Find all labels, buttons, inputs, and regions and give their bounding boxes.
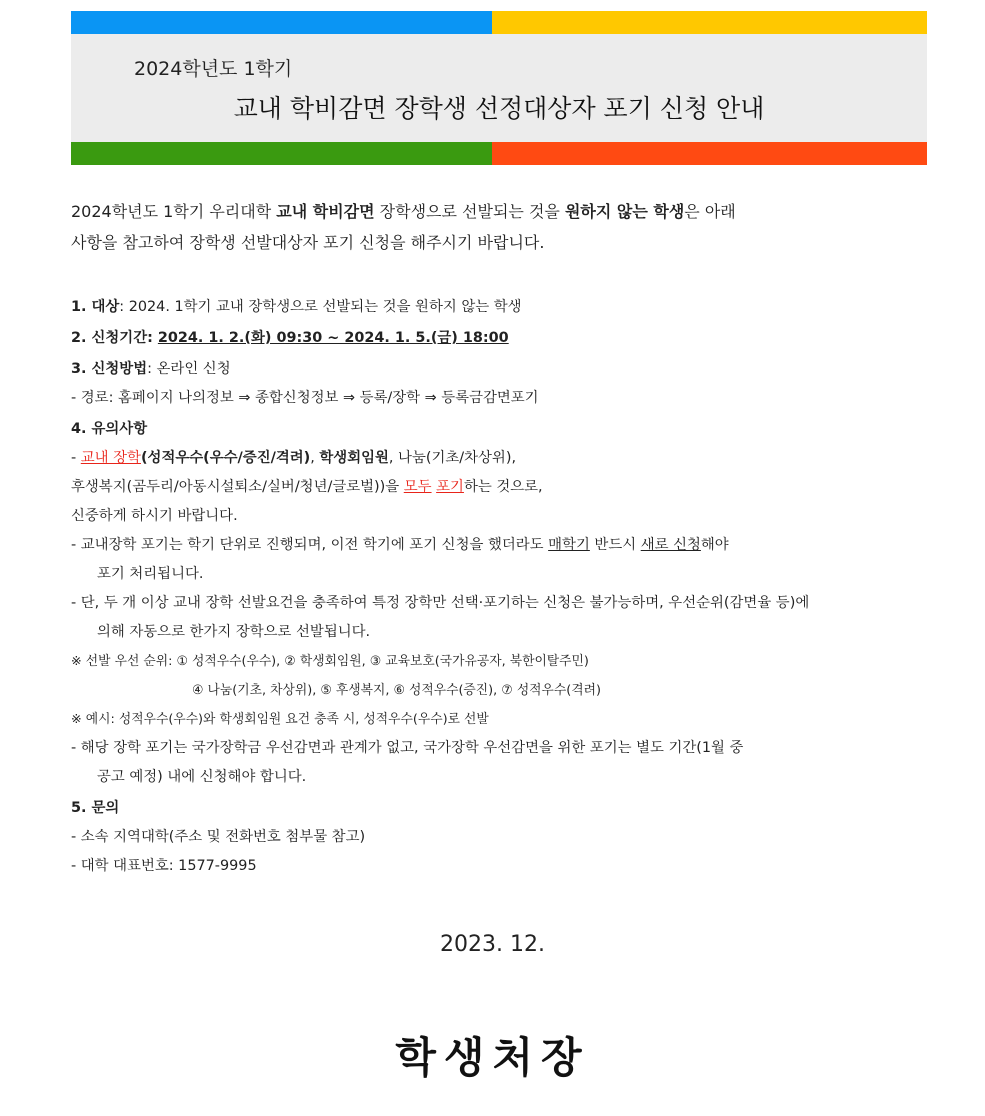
notes-line-1 <box>71 444 911 473</box>
intro-line-2: 사항을 참고하여 장학생 선발대상자 포기 신청을 해주시기 바랍니다. <box>71 233 545 252</box>
top-left-color-bar <box>71 11 492 34</box>
header-subtitle: 2024학년도 1학기 <box>134 58 293 80</box>
section-method <box>71 355 911 384</box>
underline-every-semester: 매학기 <box>548 537 590 553</box>
notes-line-3: 신중하게 하시기 바랍니다. <box>71 508 238 524</box>
underline-reapply: 새로 신청 <box>640 537 701 553</box>
intro-text-2: 장학생으로 선발되는 것을 <box>374 202 565 221</box>
header-banner <box>71 11 927 165</box>
notes-line-11: - 해당 장학 포기는 국가장학금 우선감면과 관계가 없고, 국가장학 우선감면을 위한 포기는 별도 기간(1월 중 <box>71 740 744 756</box>
section-period <box>71 324 911 353</box>
inquiry-line-2: - 대학 대표번호: 1577-9995 <box>71 858 257 874</box>
section-target <box>71 293 911 322</box>
intro-text-3: 은 아래 <box>684 202 736 221</box>
notes-line-7: 의해 자동으로 한가지 장학으로 선발됩니다. <box>97 624 371 640</box>
application-period: 2024. 1. 2.(화) 09:30 ~ 2024. 1. 5.(금) 18:00 <box>157 330 509 346</box>
intro-bold-1: 교내 학비감면 <box>276 202 375 221</box>
inquiry-line-1: - 소속 지역대학(주소 및 전화번호 첨부물 참고) <box>71 829 366 845</box>
section-target-text: : 2024. 1학기 교내 장학생으로 선발되는 것을 원하지 않는 학생 <box>119 299 522 315</box>
intro-paragraph <box>71 196 901 258</box>
notes-line-4-mid: 반드시 <box>589 537 641 553</box>
example-note: ※ 예시: 성적우수(우수)와 학생회임원 요건 충족 시, 성적우수(우수)로 선발 <box>71 712 489 727</box>
bold-merit: (성적우수(우수/증진/격려) <box>140 450 311 466</box>
notes-line-12: 공고 예정) 내에 신청해야 합니다. <box>97 769 307 785</box>
notes-line-4-tail: 해야 <box>700 537 729 553</box>
notes-line-4 <box>71 531 911 560</box>
page-title: 교내 학비감면 장학생 선정대상자 포기 신청 안내 <box>233 94 765 123</box>
issuer-signature: 학생처장 <box>395 1033 590 1082</box>
bottom-left-color-bar <box>71 142 492 165</box>
notes-line-6: - 단, 두 개 이상 교내 장학 선발요건을 충족하여 특정 장학만 선택·포기하는 신청은 불가능하며, 우선순위(감면율 등)에 <box>71 595 810 611</box>
notes-line-4-text: - 교내장학 포기는 학기 단위로 진행되며, 이전 학기에 포기 신청을 했더라도 <box>71 537 549 553</box>
section-method-text: : 온라인 신청 <box>147 361 231 377</box>
highlight-all: 모두 <box>403 479 432 495</box>
dash: - <box>71 450 81 466</box>
notes-line-2 <box>71 473 911 502</box>
document-date: 2023. 12. <box>440 932 545 957</box>
notes-line-2-tail: 하는 것으로, <box>463 479 543 495</box>
priority-order-2: ④ 나눔(기초, 차상위), ⑤ 후생복지, ⑥ 성적우수(증진), ⑦ 성적우수(격려) <box>192 683 601 698</box>
section-period-colon: : <box>147 330 158 346</box>
section-inquiry-head: 5. 문의 <box>71 800 120 816</box>
notes-line-2-text: 후생복지(곰두리/아동시설퇴소/실버/청년/글로벌))을 <box>71 479 404 495</box>
intro-bold-2: 원하지 않는 학생 <box>564 202 685 221</box>
bottom-right-color-bar <box>492 142 927 165</box>
section-notes-head: 4. 유의사항 <box>71 421 148 437</box>
intro-text-1: 2024학년도 1학기 우리대학 <box>71 202 277 221</box>
top-right-color-bar <box>492 11 927 34</box>
notice-body <box>71 293 911 881</box>
notes-line-5: 포기 처리됩니다. <box>97 566 204 582</box>
section-target-head: 1. 대상 <box>71 299 120 315</box>
highlight-waive: 포기 <box>436 479 464 495</box>
priority-order-1: ※ 선발 우선 순위: ① 성적우수(우수), ② 학생회임원, ③ 교육보호(국가유공자, 북한이탈주민) <box>71 654 589 669</box>
section-period-head: 2. 신청기간 <box>71 330 148 346</box>
notes-line-1-tail: , 나눔(기초/차상위), <box>388 450 517 466</box>
section-method-head: 3. 신청방법 <box>71 361 148 377</box>
bold-council: 학생회임원 <box>319 450 389 466</box>
highlight-campus-scholarship: 교내 장학 <box>80 450 141 466</box>
application-route: - 경로: 홈페이지 나의정보 ⇒ 종합신청정보 ⇒ 등록/장학 ⇒ 등록금감면포기 <box>71 390 539 406</box>
comma: , <box>310 450 320 466</box>
